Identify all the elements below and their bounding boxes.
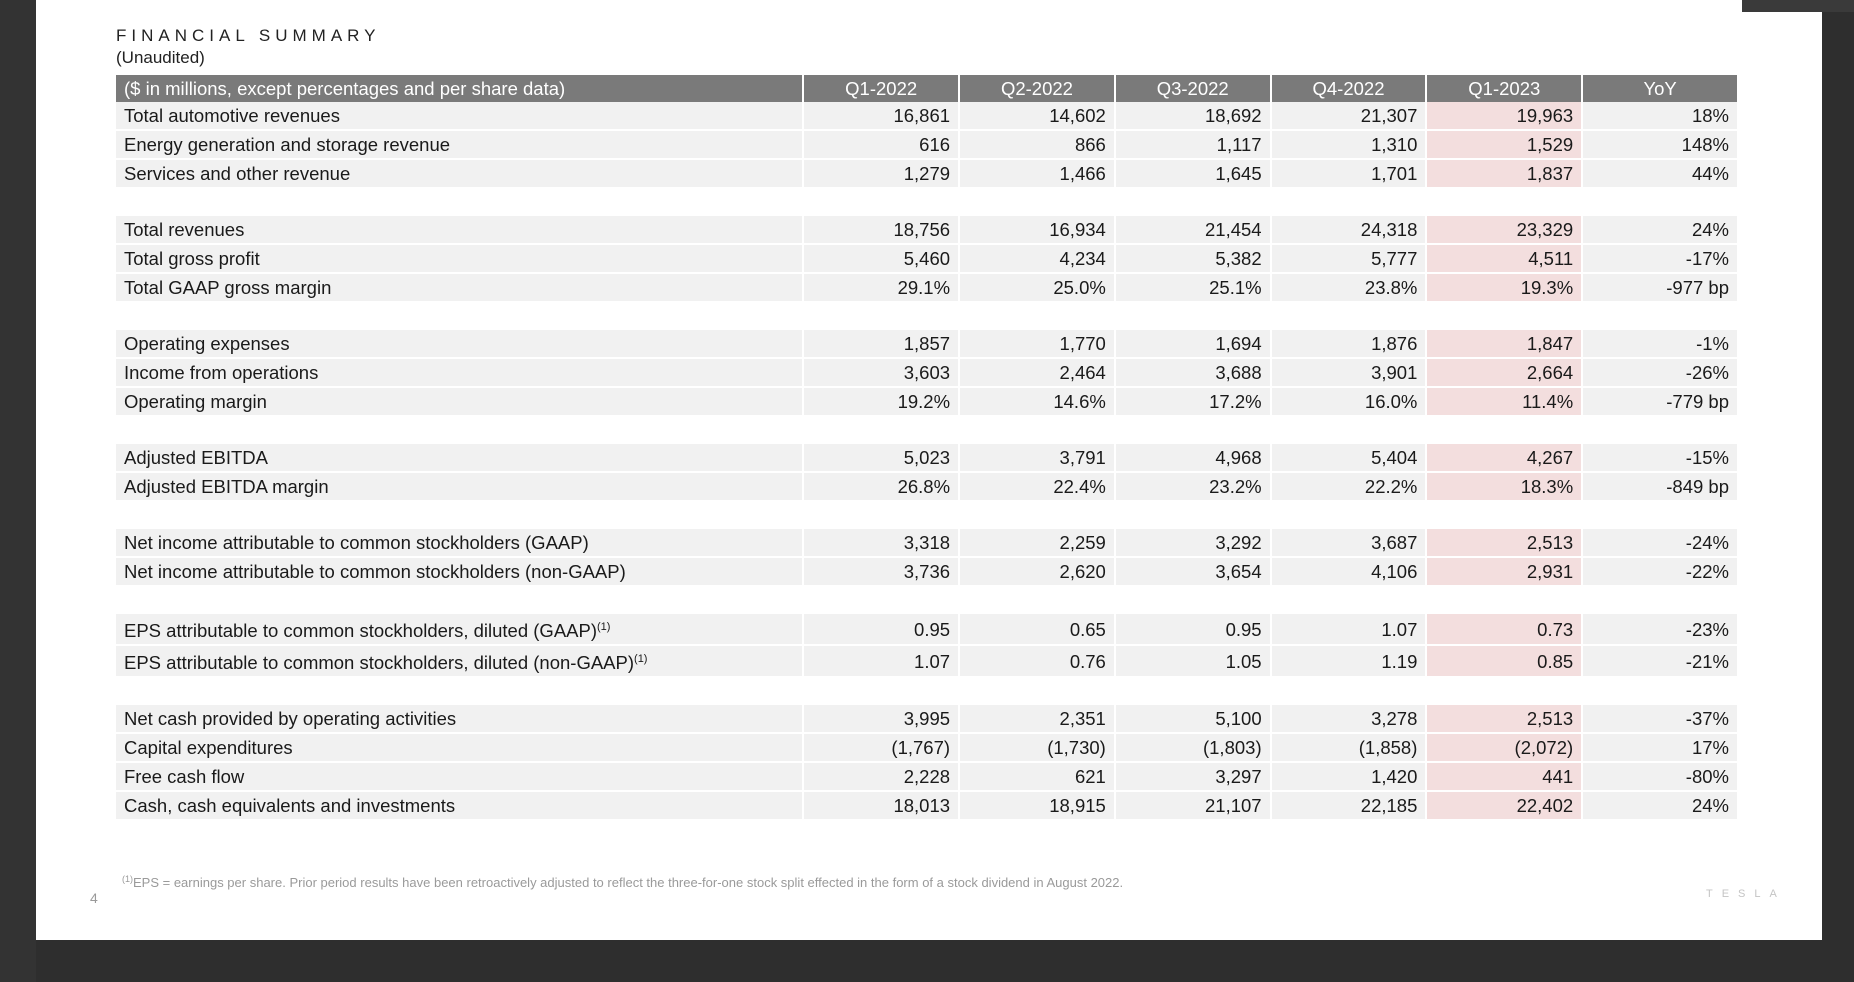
table-cell: 1,279 bbox=[803, 159, 959, 188]
row-label-text: Services and other revenue bbox=[124, 163, 351, 184]
column-header-q2-2022: Q2-2022 bbox=[959, 75, 1115, 102]
table-cell: 21,454 bbox=[1115, 216, 1271, 244]
table-cell: 24% bbox=[1582, 216, 1738, 244]
row-label-text: Total GAAP gross margin bbox=[124, 277, 332, 298]
table-cell: 2,931 bbox=[1426, 557, 1582, 586]
row-label-text: Total automotive revenues bbox=[124, 105, 340, 126]
table-cell: 4,106 bbox=[1271, 557, 1427, 586]
row-label bbox=[116, 557, 803, 586]
table-cell: 1,701 bbox=[1271, 159, 1427, 188]
row-label-text: EPS attributable to common stockholders, diluted (GAAP) bbox=[124, 620, 597, 641]
table-cell: 24% bbox=[1582, 791, 1738, 820]
table-cell: 44% bbox=[1582, 159, 1738, 188]
table-cell: -37% bbox=[1582, 705, 1738, 733]
table-row bbox=[116, 273, 1738, 302]
table-cell: 616 bbox=[803, 130, 959, 159]
row-label bbox=[116, 102, 803, 130]
table-row bbox=[116, 791, 1738, 820]
table-row bbox=[116, 444, 1738, 472]
table-cell: 0.85 bbox=[1426, 645, 1582, 677]
table-row bbox=[116, 762, 1738, 791]
table-row bbox=[116, 130, 1738, 159]
table-cell: 3,901 bbox=[1271, 358, 1427, 387]
table-cell: 5,404 bbox=[1271, 444, 1427, 472]
table-cell: 22,185 bbox=[1271, 791, 1427, 820]
table-cell: -21% bbox=[1582, 645, 1738, 677]
table-cell: 18,013 bbox=[803, 791, 959, 820]
table-cell: 18,692 bbox=[1115, 102, 1271, 130]
spacer-cell bbox=[116, 586, 1738, 614]
row-label-text: Net income attributable to common stockholders (non-GAAP) bbox=[124, 561, 626, 582]
row-label-text: Capital expenditures bbox=[124, 737, 293, 758]
column-header-q3-2022: Q3-2022 bbox=[1115, 75, 1271, 102]
table-cell: 3,654 bbox=[1115, 557, 1271, 586]
table-cell: 621 bbox=[959, 762, 1115, 791]
row-label-text: Cash, cash equivalents and investments bbox=[124, 795, 456, 816]
table-cell: 0.76 bbox=[959, 645, 1115, 677]
column-header-q1-2022: Q1-2022 bbox=[803, 75, 959, 102]
table-cell: 1,847 bbox=[1426, 330, 1582, 358]
table-cell: (1,803) bbox=[1115, 733, 1271, 762]
table-cell: 18.3% bbox=[1426, 472, 1582, 501]
table-cell: 5,023 bbox=[803, 444, 959, 472]
column-header-q1-2023: Q1-2023 bbox=[1426, 75, 1582, 102]
table-cell: -15% bbox=[1582, 444, 1738, 472]
table-cell: -977 bp bbox=[1582, 273, 1738, 302]
row-label-text: Total revenues bbox=[124, 219, 245, 240]
row-label-text: Operating expenses bbox=[124, 333, 290, 354]
table-cell: 4,234 bbox=[959, 244, 1115, 273]
table-cell: 18,915 bbox=[959, 791, 1115, 820]
table-cell: 441 bbox=[1426, 762, 1582, 791]
table-cell: 11.4% bbox=[1426, 387, 1582, 416]
row-label bbox=[116, 733, 803, 762]
table-row bbox=[116, 102, 1738, 130]
table-cell: 3,297 bbox=[1115, 762, 1271, 791]
row-label bbox=[116, 387, 803, 416]
table-row bbox=[116, 733, 1738, 762]
table-cell: -849 bp bbox=[1582, 472, 1738, 501]
table-cell: 1.05 bbox=[1115, 645, 1271, 677]
table-cell: 23.2% bbox=[1115, 472, 1271, 501]
column-header-q4-2022: Q4-2022 bbox=[1271, 75, 1427, 102]
row-label-text: Free cash flow bbox=[124, 766, 245, 787]
table-cell: 18,756 bbox=[803, 216, 959, 244]
row-label bbox=[116, 614, 803, 645]
table-row bbox=[116, 216, 1738, 244]
table-cell: 25.0% bbox=[959, 273, 1115, 302]
table-cell: -22% bbox=[1582, 557, 1738, 586]
row-label-text: Total gross profit bbox=[124, 248, 260, 269]
row-label bbox=[116, 645, 803, 677]
table-cell: 2,513 bbox=[1426, 705, 1582, 733]
row-label-text: Net income attributable to common stockholders (GAAP) bbox=[124, 532, 589, 553]
table-cell: 0.95 bbox=[803, 614, 959, 645]
row-label bbox=[116, 762, 803, 791]
table-cell: 866 bbox=[959, 130, 1115, 159]
table-row bbox=[116, 472, 1738, 501]
footnote-text: EPS = earnings per share. Prior period results have been retroactively adjusted to reflect the three-for-one stock split effected in the form of a stock dividend in August 2022. bbox=[133, 875, 1124, 890]
table-cell: 22.4% bbox=[959, 472, 1115, 501]
table-cell: 2,620 bbox=[959, 557, 1115, 586]
table-cell: 5,460 bbox=[803, 244, 959, 273]
window-frame-left bbox=[0, 0, 36, 982]
spacer-cell bbox=[116, 677, 1738, 705]
financial-summary-table bbox=[116, 75, 1739, 821]
row-label bbox=[116, 791, 803, 820]
page-title: FINANCIAL SUMMARY bbox=[116, 26, 381, 45]
table-cell: 24,318 bbox=[1271, 216, 1427, 244]
slide-page bbox=[36, 0, 1822, 940]
table-cell: 1,529 bbox=[1426, 130, 1582, 159]
spacer-cell bbox=[116, 302, 1738, 330]
table-cell: -80% bbox=[1582, 762, 1738, 791]
row-label bbox=[116, 529, 803, 557]
table-cell: -779 bp bbox=[1582, 387, 1738, 416]
column-header-yoy: YoY bbox=[1582, 75, 1738, 102]
table-cell: 22.2% bbox=[1271, 472, 1427, 501]
table-cell: 1.19 bbox=[1271, 645, 1427, 677]
spacer-cell bbox=[116, 501, 1738, 529]
table-cell: 1,466 bbox=[959, 159, 1115, 188]
table-cell: 0.73 bbox=[1426, 614, 1582, 645]
table-cell: 3,995 bbox=[803, 705, 959, 733]
footnote-reference: (1) bbox=[597, 621, 611, 633]
table-cell: -26% bbox=[1582, 358, 1738, 387]
row-label bbox=[116, 705, 803, 733]
table-cell: 0.95 bbox=[1115, 614, 1271, 645]
table-cell: 21,307 bbox=[1271, 102, 1427, 130]
table-cell: 2,228 bbox=[803, 762, 959, 791]
table-cell: 18% bbox=[1582, 102, 1738, 130]
tesla-logo: TESLA bbox=[1706, 888, 1786, 900]
table-cell: (1,730) bbox=[959, 733, 1115, 762]
row-label-text: Operating margin bbox=[124, 391, 267, 412]
table-body bbox=[116, 102, 1738, 820]
table-cell: 2,259 bbox=[959, 529, 1115, 557]
footnote bbox=[122, 874, 1123, 890]
row-label bbox=[116, 244, 803, 273]
table-cell: 22,402 bbox=[1426, 791, 1582, 820]
table-row bbox=[116, 705, 1738, 733]
table-cell: 26.8% bbox=[803, 472, 959, 501]
table-cell: 3,292 bbox=[1115, 529, 1271, 557]
table-cell: 3,318 bbox=[803, 529, 959, 557]
table-cell: 14,602 bbox=[959, 102, 1115, 130]
table-cell: 1,420 bbox=[1271, 762, 1427, 791]
table-cell: 4,511 bbox=[1426, 244, 1582, 273]
table-cell: (1,767) bbox=[803, 733, 959, 762]
table-cell: 3,736 bbox=[803, 557, 959, 586]
table-cell: 1,770 bbox=[959, 330, 1115, 358]
spacer-row bbox=[116, 586, 1738, 614]
table-row bbox=[116, 387, 1738, 416]
table-cell: 148% bbox=[1582, 130, 1738, 159]
table-cell: 5,382 bbox=[1115, 244, 1271, 273]
row-label bbox=[116, 130, 803, 159]
table-cell: 5,100 bbox=[1115, 705, 1271, 733]
table-cell: 1,857 bbox=[803, 330, 959, 358]
row-label bbox=[116, 472, 803, 501]
table-cell: 19,963 bbox=[1426, 102, 1582, 130]
table-cell: 1,310 bbox=[1271, 130, 1427, 159]
table-row bbox=[116, 358, 1738, 387]
page-subtitle: (Unaudited) bbox=[116, 48, 205, 67]
table-cell: 23,329 bbox=[1426, 216, 1582, 244]
table-cell: 3,791 bbox=[959, 444, 1115, 472]
table-cell: 23.8% bbox=[1271, 273, 1427, 302]
table-cell: 3,603 bbox=[803, 358, 959, 387]
footnote-marker: (1) bbox=[122, 874, 133, 884]
row-label bbox=[116, 273, 803, 302]
page-number: 4 bbox=[90, 890, 98, 906]
table-cell: 21,107 bbox=[1115, 791, 1271, 820]
top-edge-tab bbox=[1742, 0, 1854, 12]
table-cell: 19.2% bbox=[803, 387, 959, 416]
spacer-cell bbox=[116, 416, 1738, 444]
spacer-row bbox=[116, 416, 1738, 444]
table-cell: 4,968 bbox=[1115, 444, 1271, 472]
table-cell: -24% bbox=[1582, 529, 1738, 557]
row-label-text: Energy generation and storage revenue bbox=[124, 134, 451, 155]
table-cell: 25.1% bbox=[1115, 273, 1271, 302]
table-row bbox=[116, 557, 1738, 586]
row-label bbox=[116, 159, 803, 188]
table-cell: 29.1% bbox=[803, 273, 959, 302]
table-cell: 16.0% bbox=[1271, 387, 1427, 416]
row-label-text: EPS attributable to common stockholders, diluted (non-GAAP) bbox=[124, 652, 635, 673]
table-row bbox=[116, 529, 1738, 557]
table-cell: 2,351 bbox=[959, 705, 1115, 733]
row-label bbox=[116, 358, 803, 387]
table-cell: 19.3% bbox=[1426, 273, 1582, 302]
row-label bbox=[116, 216, 803, 244]
table-cell: 1.07 bbox=[803, 645, 959, 677]
row-label bbox=[116, 330, 803, 358]
table-cell: 16,861 bbox=[803, 102, 959, 130]
row-label-text: Adjusted EBITDA margin bbox=[124, 476, 329, 497]
table-cell: 1,876 bbox=[1271, 330, 1427, 358]
row-label-text: Income from operations bbox=[124, 362, 319, 383]
table-cell: (2,072) bbox=[1426, 733, 1582, 762]
spacer-row bbox=[116, 302, 1738, 330]
table-cell: 16,934 bbox=[959, 216, 1115, 244]
table-cell: 14.6% bbox=[959, 387, 1115, 416]
spacer-row bbox=[116, 188, 1738, 216]
row-label bbox=[116, 444, 803, 472]
table-row bbox=[116, 244, 1738, 273]
table-cell: 1,694 bbox=[1115, 330, 1271, 358]
spacer-row bbox=[116, 677, 1738, 705]
table-row bbox=[116, 159, 1738, 188]
spacer-cell bbox=[116, 188, 1738, 216]
table-row bbox=[116, 645, 1738, 677]
table-cell: 1,645 bbox=[1115, 159, 1271, 188]
table-cell: 2,464 bbox=[959, 358, 1115, 387]
table-cell: -1% bbox=[1582, 330, 1738, 358]
table-cell: -23% bbox=[1582, 614, 1738, 645]
table-row bbox=[116, 614, 1738, 645]
row-label-text: Adjusted EBITDA bbox=[124, 447, 268, 468]
table-row bbox=[116, 330, 1738, 358]
row-label-text: Net cash provided by operating activities bbox=[124, 708, 457, 729]
table-cell: -17% bbox=[1582, 244, 1738, 273]
table-header-row bbox=[116, 75, 1738, 102]
table-cell: 1,117 bbox=[1115, 130, 1271, 159]
table-cell: 17% bbox=[1582, 733, 1738, 762]
table-cell: (1,858) bbox=[1271, 733, 1427, 762]
table-cell: 2,664 bbox=[1426, 358, 1582, 387]
table-cell: 1,837 bbox=[1426, 159, 1582, 188]
spacer-row bbox=[116, 501, 1738, 529]
footnote-reference: (1) bbox=[634, 653, 648, 665]
table-cell: 5,777 bbox=[1271, 244, 1427, 273]
table-cell: 1.07 bbox=[1271, 614, 1427, 645]
table-cell: 3,687 bbox=[1271, 529, 1427, 557]
header-label: ($ in millions, except percentages and per share data) bbox=[116, 75, 803, 102]
table-cell: 4,267 bbox=[1426, 444, 1582, 472]
table-cell: 3,688 bbox=[1115, 358, 1271, 387]
table-cell: 0.65 bbox=[959, 614, 1115, 645]
table-cell: 3,278 bbox=[1271, 705, 1427, 733]
table-cell: 17.2% bbox=[1115, 387, 1271, 416]
table-cell: 2,513 bbox=[1426, 529, 1582, 557]
